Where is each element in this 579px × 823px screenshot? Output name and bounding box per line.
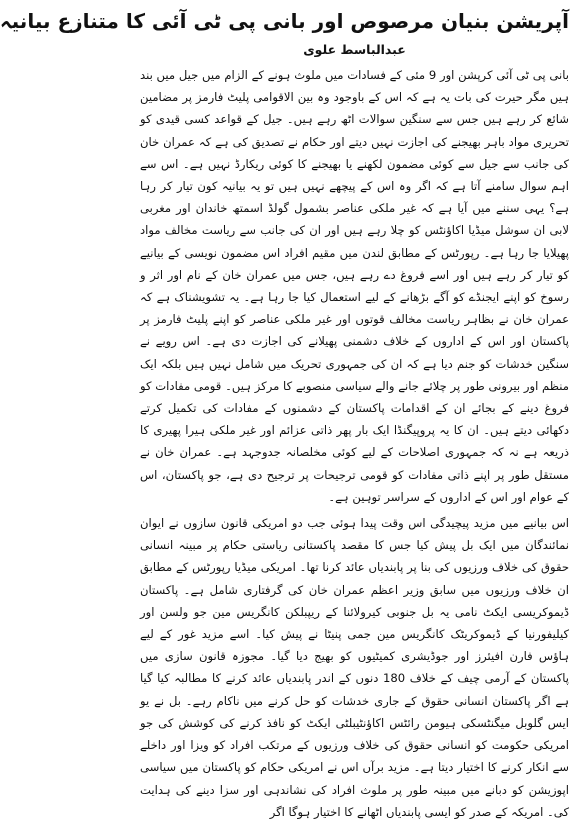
article-body [140,64,569,823]
paragraph-2: اس بیانیے میں مزید پیچیدگی اس وقت پیدا ہوئی جب دو امریکی قانون سازوں نے ایوان نمائندگان میں ایک بل پیش کیا جس کا مقصد پاکستانی ریاستی حکام پر مبینہ انسانی حقوق کی خلاف ورزیوں کی بنا پر پابندیاں عائد کرنا تھا۔ امریکی میڈیا رپورٹس کے مطابق ان خلاف ورزیوں میں سابق وزیر اعظم عمران خان کی گرفتاری شامل ہے۔ پاکستان ڈیموکریسی ایکٹ نامی یہ بل جنوبی کیرولائنا کے ریپبلکن کانگریس مین جو ولسن اور کیلیفورنیا کے ڈیموکریٹک کانگریس مین جمی پنیٹا نے پیش کیا۔ اسے مزید غور کے لیے ہاؤس فارن افیئرز اور جوڈیشری کمیٹیوں کو بھیج دیا گیا۔ مجوزہ قانون سازی میں پاکستان کے آرمی چیف کے خلاف 180 دنوں کے اندر پابندیاں عائد کرنے کا مطالبہ کیا گیا ہے اگر پاکستان انسانی حقوق کے جاری خدشات کو حل کرنے میں ناکام رہے۔ بل نے یو ایس گلوبل میگنٹسکی ہیومن رائٹس اکاؤنٹیبلٹی ایکٹ کو نافذ کرنے کی کوشش کی جو امریکی حکومت کو انسانی حقوق کی خلاف ورزیوں کے مرتکب افراد کو ویزا اور داخلے سے انکار کرنے کا اختیار دیتا ہے۔ مزید برآں اس نے امریکی حکام کو پاکستان میں سیاسی اپوزیشن کو دبانے میں مبینہ طور پر ملوث افراد کی نشاندہی اور سزا دینے کی ہدایت کی۔ امریکہ کے صدر کو ایسی پابندیاں اٹھانے کا اختیار ہوگا اگر [140,516,569,819]
headline: آپریشن بنیان مرصوص اور بانی پی ٹی آئی کا متنازع بیانیہ [0,9,569,33]
author-byline: عبدالباسط علوی [303,42,406,57]
paragraph-1: بانی پی ٹی آئی کرپشن اور 9 مئی کے فسادات میں ملوث ہونے کے الزام میں جیل میں بند ہیں مگر حیرت کی بات یہ ہے کہ اس کے باوجود وہ بین الاقوامی پلیٹ فارمز پر مضامین شائع کر رہے ہیں جس سے سنگین سوالات اٹھ رہے ہیں۔ جیل کے قواعد کسی قیدی کو تحریری مواد باہر بھیجنے کی اجازت نہیں دیتے اور حکام نے تصدیق کی ہے کہ عمران خان کی جانب سے جیل سے کوئی مضمون لکھنے یا بھیجنے کا کوئی ریکارڈ نہیں ہے۔ اس سے اہم سوال سامنے آتا ہے کہ اگر وہ اس کے پیچھے نہیں ہیں تو یہ بیانیہ کون تیار کر رہا ہے؟ یہی سننے میں آیا ہے کہ غیر ملکی عناصر بشمول گولڈ اسمتھ خاندان اور مغربی لابی ان سوشل میڈیا اکاؤنٹس کو چلا رہے ہیں اور ان کی جانب سے ریاست مخالف مواد پھیلایا جا رہا ہے۔ رپورٹس کے مطابق لندن میں مقیم افراد اس مضمون نویسی کے بیانیے کو تیار کر رہے ہیں اور اسے فروغ دے رہے ہیں، جس میں عمران خان کے نام اور اثر و رسوخ کو اپنے ایجنڈے کو آگے بڑھانے کے لیے استعمال کیا جا رہا ہے۔ یہ تشویشناک ہے کہ عمران خان نے بظاہر ریاست مخالف قوتوں اور غیر ملکی عناصر کو اپنے پلیٹ فارمز پر پاکستان اور اس کے اداروں کے خلاف دشمنی پھیلانے کی اجازت دی ہے۔ اس رویے نے سنگین خدشات کو جنم دیا ہے کہ ان کی جمہوری تحریک میں شامل نہیں ہیں بلکہ ایک منظم اور بیرونی طور پر چلائے جانے والے سیاسی منصوبے کا مرکز ہیں۔ قومی مفادات کو فروغ دینے کے بجائے ان کے اقدامات پاکستان کے دشمنوں کے مفادات کی تکمیل کرتے دکھائی دیتے ہیں۔ ان کا یہ پروپیگنڈا ایک بار پھر ذاتی عزائم اور غیر ملکی ہیرا پھیری کا ذریعہ ہے نہ کہ جمہوری اصلاحات کے لیے کوئی مخلصانہ جدوجہد ہے۔ عمران خان نے مستقل طور پر اپنے ذاتی مفادات کو قومی ترجیحات پر ترجیح دی ہے، جو پاکستان، اس کے عوام اور اس کے اداروں کے سراسر توہین ہے۔ [140,68,569,504]
